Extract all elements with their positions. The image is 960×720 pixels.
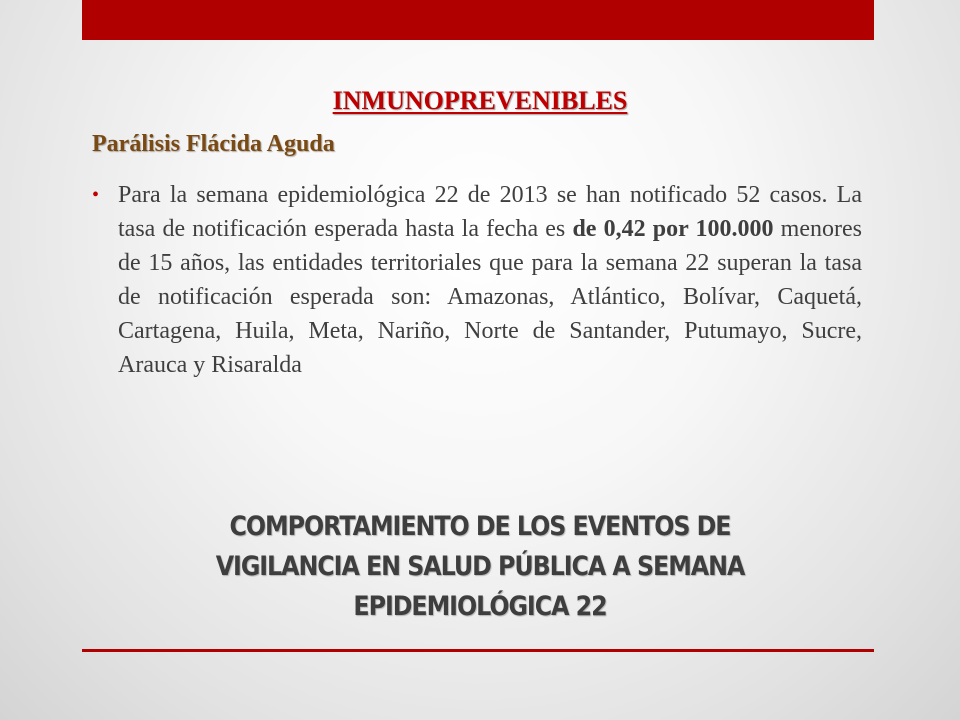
bullet-paragraph <box>92 178 862 382</box>
bottom-divider <box>82 649 874 652</box>
top-accent-bar <box>82 0 874 40</box>
paragraph-part-1: Para la semana epidemiológica 22 de 2013 se han notificado 52 casos. La tasa de notificación esperada hasta la fecha es <box>118 182 862 242</box>
title-line-1: COMPORTAMIENTO DE LOS EVENTOS DE <box>229 511 731 542</box>
title-line-3: EPIDEMIOLÓGICA 22 <box>353 591 607 622</box>
paragraph-part-2: menores de 15 años, las entidades territoriales que para la semana 22 superan la tasa de notificación esperada son: Amazonas, Atlántico, Bolívar, Caquetá, Cartagena, Huila, Meta, Nariño, Norte de Santander, Putumayo, Sucre, Arauca y Risaralda <box>118 216 862 378</box>
title-line-2: VIGILANCIA EN SALUD PÚBLICA A SEMANA <box>215 551 745 582</box>
paragraph-bold-rate: de 0,42 por 100.000 <box>572 216 774 242</box>
slide-title <box>163 507 797 627</box>
section-heading: INMUNOPREVENIBLES <box>332 86 628 115</box>
bullet-dot-icon: • <box>92 184 100 206</box>
paragraph-text <box>118 178 862 382</box>
event-subheading: Parálisis Flácida Aguda <box>92 131 335 157</box>
